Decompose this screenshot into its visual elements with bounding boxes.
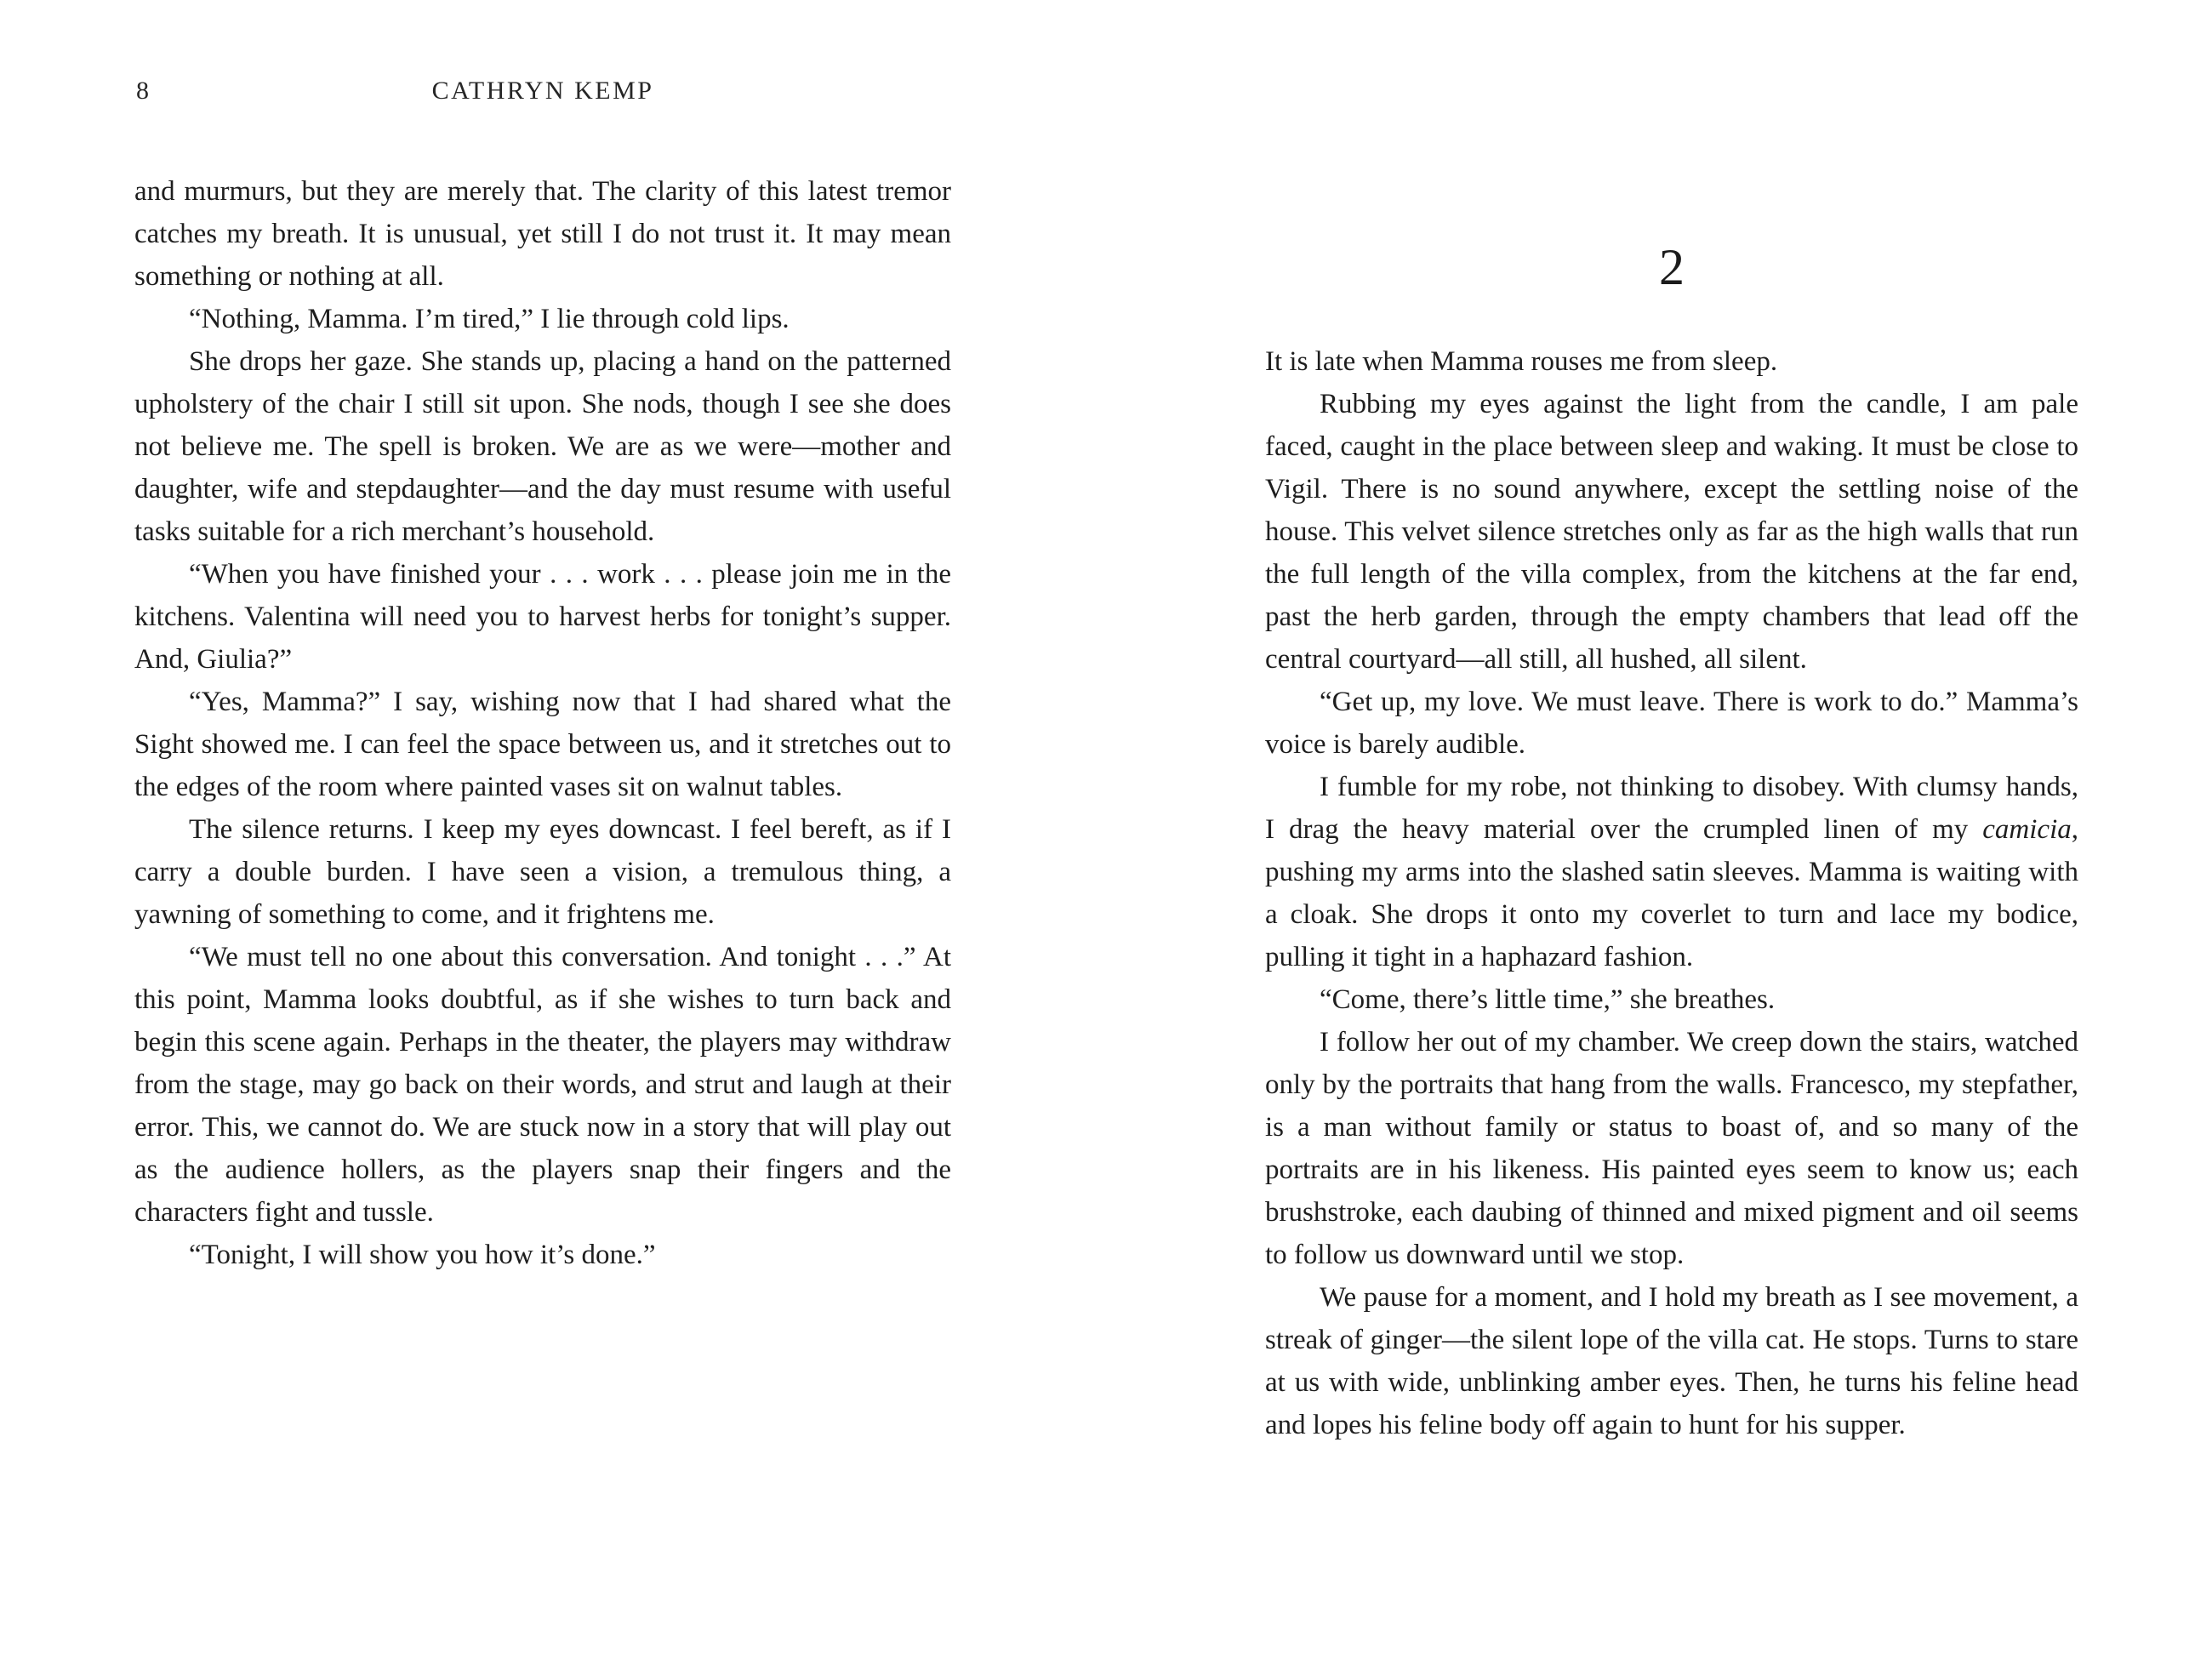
paragraph: Rubbing my eyes against the light from the candle, I am pale faced, caught in the place between sleep and waking. It must be close to Vigil. There is no sound anywhere, except the settling noise of the house. This velvet silence stretches only as far as the high walls that run the full length of the villa complex, from the kitchens at the far end, past the herb garden, through the empty chambers that lead off the central courtyard—all still, all hushed, all silent. xyxy=(1265,389,2078,675)
left-page-text xyxy=(134,170,951,1276)
right-page-text xyxy=(1265,340,2078,1446)
paragraph: I fumble for my robe, not thinking to disobey. With clumsy hands, I drag the heavy material over the crumpled linen of my camicia, pushing my arms into the slashed satin sleeves. Mamma is waiting with a cloak. She drops it onto my coverlet to turn and lace my bodice, pulling it tight in a haphazard fashion. xyxy=(1265,772,2078,972)
page-number: 8 xyxy=(136,77,149,105)
paragraph: She drops her gaze. She stands up, placing a hand on the patterned upholstery of the chair I still sit upon. She nods, though I see she does not believe me. The spell is broken. We are as we were—mother and daughter, wife and stepdaughter—and the day must resume with useful tasks suitable for a rich merchant’s household. xyxy=(134,346,951,547)
paragraph: “We must tell no one about this conversation. And tonight . . .” At this point, Mamma looks doubtful, as if she wishes to turn back and begin this scene again. Perhaps in the theater, the players may withdraw from the stage, may go back on their words, and strut and laugh at their error. This, we cannot do. We are stuck now in a story that will play out as the audience hollers, as the players snap their fingers and the characters fight and tussle. xyxy=(134,942,951,1228)
running-header-author: CATHRYN KEMP xyxy=(431,77,654,105)
paragraph: and murmurs, but they are merely that. The clarity of this latest tremor catches my breath. It is unusual, yet still I do not trust it. It may mean something or nothing at all. xyxy=(134,176,951,292)
left-page xyxy=(134,77,951,1276)
paragraph: It is late when Mamma rouses me from sleep. xyxy=(1265,346,1778,377)
paragraph: “Tonight, I will show you how it’s done.” xyxy=(189,1240,656,1270)
left-page-header xyxy=(134,77,951,105)
paragraph: “Yes, Mamma?” I say, wishing now that I had shared what the Sight showed me. I can feel the space between us, and it stretches out to the edges of the room where painted vases sit on walnut tables. xyxy=(134,687,951,802)
paragraph: The silence returns. I keep my eyes downcast. I feel bereft, as if I carry a double burden. I have seen a vision, a tremulous thing, a yawning of something to come, and it frightens me. xyxy=(134,814,951,930)
right-page xyxy=(1265,237,2078,1446)
paragraph: We pause for a moment, and I hold my breath as I see movement, a streak of ginger—the silent lope of the villa cat. He stops. Turns to stare at us with wide, unblinking amber eyes. Then, he turns his feline head and lopes his feline body off again to hunt for his supper. xyxy=(1265,1282,2078,1440)
chapter-number: 2 xyxy=(1659,239,1685,295)
paragraph: “Come, there’s little time,” she breathes. xyxy=(1320,984,1776,1015)
paragraph: “Get up, my love. We must leave. There is work to do.” Mamma’s voice is barely audible. xyxy=(1265,687,2078,760)
paragraph: I follow her out of my chamber. We creep down the stairs, watched only by the portraits that hang from the walls. Francesco, my stepfather, is a man without family or status to boast of, and so many of the portraits are in his likeness. His painted eyes seem to know us; each brushstroke, each daubing of thinned and mixed pigment and oil seems to follow us downward until we stop. xyxy=(1265,1027,2078,1270)
paragraph: “When you have finished your . . . work . . . please join me in the kitchens. Valentina will need you to harvest herbs for tonight’s supper. And, Giulia?” xyxy=(134,559,951,675)
paragraph: “Nothing, Mamma. I’m tired,” I lie through cold lips. xyxy=(189,304,790,334)
